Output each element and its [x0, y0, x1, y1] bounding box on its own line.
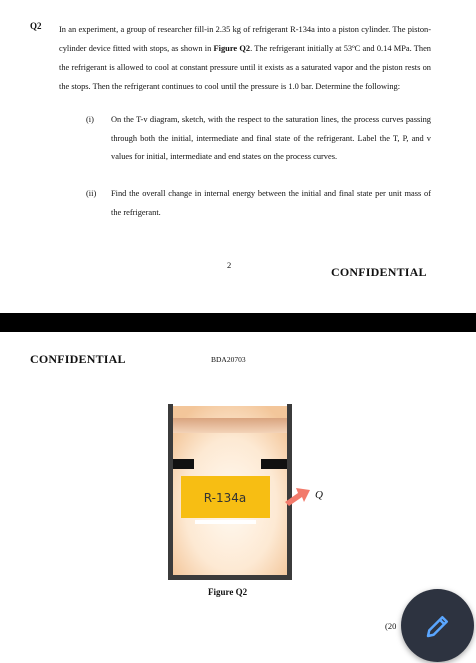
question-intro [59, 20, 431, 96]
stop-right [261, 459, 290, 469]
part-label: (i) [86, 115, 94, 124]
page-number: 2 [227, 260, 232, 270]
question-number: Q2 [30, 21, 42, 31]
label-box-shadow [195, 520, 256, 524]
page-divider [0, 313, 476, 332]
figure-caption: Figure Q2 [208, 587, 248, 597]
heat-label: Q [315, 489, 323, 501]
question-intro-part1: In an experiment, a group of researcher fill-in 2.35 kg of refrigerant R-134a into a piston cylinder. The piston-cylinder device fitted with stops, as shown in [59, 25, 431, 53]
part-text: On the T-v diagram, sketch, with the respect to the saturation lines, the process curves passing through both the initial, intermediate and final state of the refrigerant. Label the T, P, and v values for initial, intermediate and end states on the process curves. [111, 115, 431, 162]
cylinder-base [168, 575, 292, 580]
question-intro-part2: . The refrigerant initially at 53ºC and 0.14 MPa. Then the refrigerant is allowed to cool at constant pressure until it exists as a saturated vapor and the piston rests on the stops. Then the refrigerant continues to cool until the pressure is 1.0 bar. Determine the following: [59, 44, 431, 91]
confidential-header: CONFIDENTIAL [30, 352, 126, 366]
part-text: Find the overall change in internal energy between the initial and final state per unit mass of the refrigerant. [111, 189, 431, 217]
part-label: (ii) [86, 189, 97, 198]
piston-cylinder-figure [160, 398, 360, 583]
confidential-footer: CONFIDENTIAL [331, 265, 427, 279]
cylinder-wall-right [287, 404, 292, 580]
figure-reference: Figure Q2 [213, 44, 251, 53]
edit-fab-button[interactable] [401, 589, 474, 662]
cylinder-wall-left [168, 404, 173, 580]
refrigerant-label: R-134a [203, 491, 247, 505]
marks-label: (20 [385, 621, 397, 631]
page-2-bottom-section [0, 0, 476, 313]
pencil-icon [423, 611, 453, 641]
stop-left [172, 459, 194, 469]
course-code: BDA20703 [211, 355, 246, 364]
piston [172, 418, 290, 433]
